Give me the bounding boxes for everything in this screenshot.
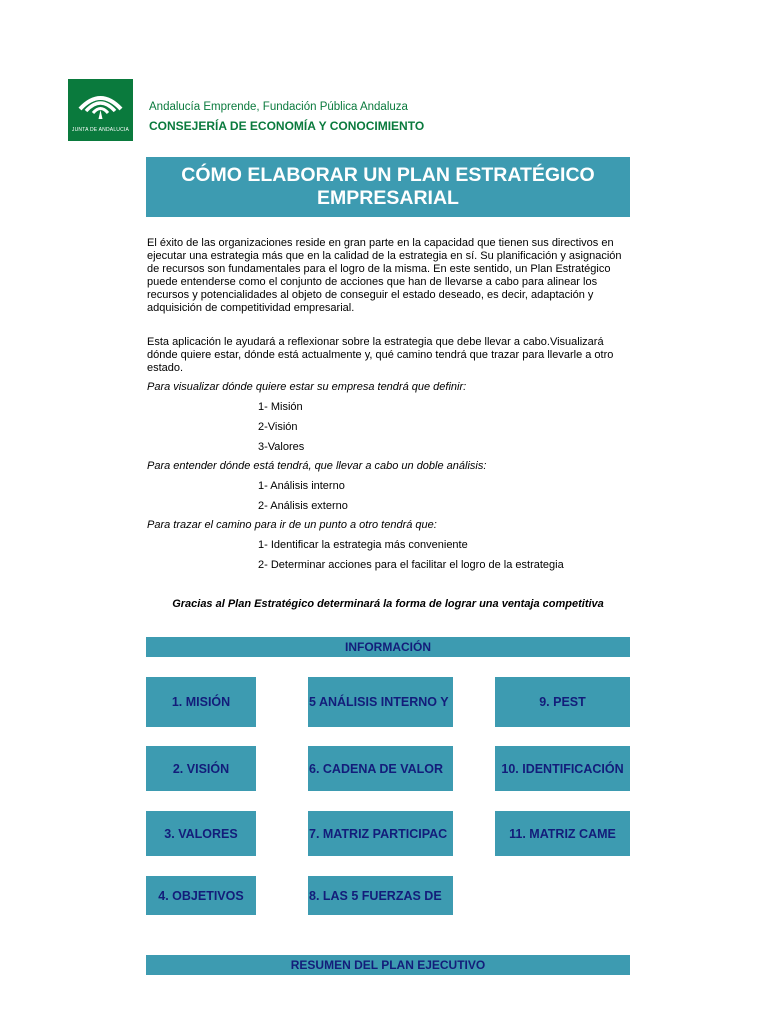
intro-paragraph-2: Esta aplicación le ayudará a reflexionar sobre la estrategia que debe llevar a cabo.Visualizará dónde quiere estar, dónde está actualmente y, qué camino tendrá que trazar para llevarle a otro estado. [147,336,614,374]
list-item: 1- Misión [258,401,303,413]
list-item: 2- Análisis externo [258,500,348,512]
section-heading-visualize: Para visualizar dónde quiere estar su empresa tendrá que definir: [147,381,467,393]
section-heading-analysis: Para entender dónde está tendrá, que llevar a cabo un doble análisis: [147,460,487,472]
analisis-interno-button[interactable]: 5 ANÁLISIS INTERNO Y [308,677,453,727]
page-title-line1: CÓMO ELABORAR UN PLAN ESTRATÉGICO [181,164,595,186]
valores-button[interactable]: 3. VALORES [146,811,256,856]
pest-button[interactable]: 9. PEST [495,677,630,727]
department-name: CONSEJERÍA DE ECONOMÍA Y CONOCIMIENTO [149,119,425,133]
org-name: Andalucía Emprende, Fundación Pública Andaluza [149,101,408,113]
matriz-came-button[interactable]: 11. MATRIZ CAME [495,811,630,856]
page-title-line2: EMPRESARIAL [317,187,459,209]
logo-caption: JUNTA DE ANDALUCIA [71,127,130,133]
junta-de-andalucia-logo [68,79,133,141]
matriz-participacion-button[interactable]: 7. MATRIZ PARTICIPAC [308,811,453,856]
closing-statement: Gracias al Plan Estratégico determinará la forma de lograr una ventaja competitiva [172,598,604,610]
list-item: 1- Identificar la estrategia más conveniente [258,539,468,551]
list-item: 1- Análisis interno [258,480,345,492]
cinco-fuerzas-button[interactable]: 8. LAS 5 FUERZAS DE [308,876,453,915]
section-heading-path: Para trazar el camino para ir de un punto a otro tendrá que: [147,519,437,531]
list-item: 3-Valores [258,441,305,453]
vision-button[interactable]: 2. VISIÓN [146,746,256,791]
informacion-button[interactable]: INFORMACIÓN [146,637,630,657]
mision-button[interactable]: 1. MISIÓN [146,677,256,727]
list-item: 2- Determinar acciones para el facilitar el logro de la estrategia [258,559,564,571]
objetivos-button[interactable]: 4. OBJETIVOS [146,876,256,915]
page-title [146,157,630,217]
list-item: 2-Visión [258,421,298,433]
cadena-de-valor-button[interactable]: 6. CADENA DE VALOR [308,746,453,791]
identificacion-button[interactable]: 10. IDENTIFICACIÓN [495,746,630,791]
resumen-plan-ejecutivo-button[interactable]: RESUMEN DEL PLAN EJECUTIVO [146,955,630,975]
intro-paragraph-1: El éxito de las organizaciones reside en gran parte en la capacidad que tienen sus directivos en ejecutar una estrategia más que en la calidad de la estrategia en sí. Su planificación y asignación de recursos son fundamentales para el logro de la misma. En este sentido, un Plan Estratégico puede entenderse como el conjunto de acciones que han de llevarse a cabo para alinear los recursos y potencialidades al objeto de conseguir el estado deseado, es decir, adaptación y adquisición de competitividad empresarial. [147,237,622,314]
